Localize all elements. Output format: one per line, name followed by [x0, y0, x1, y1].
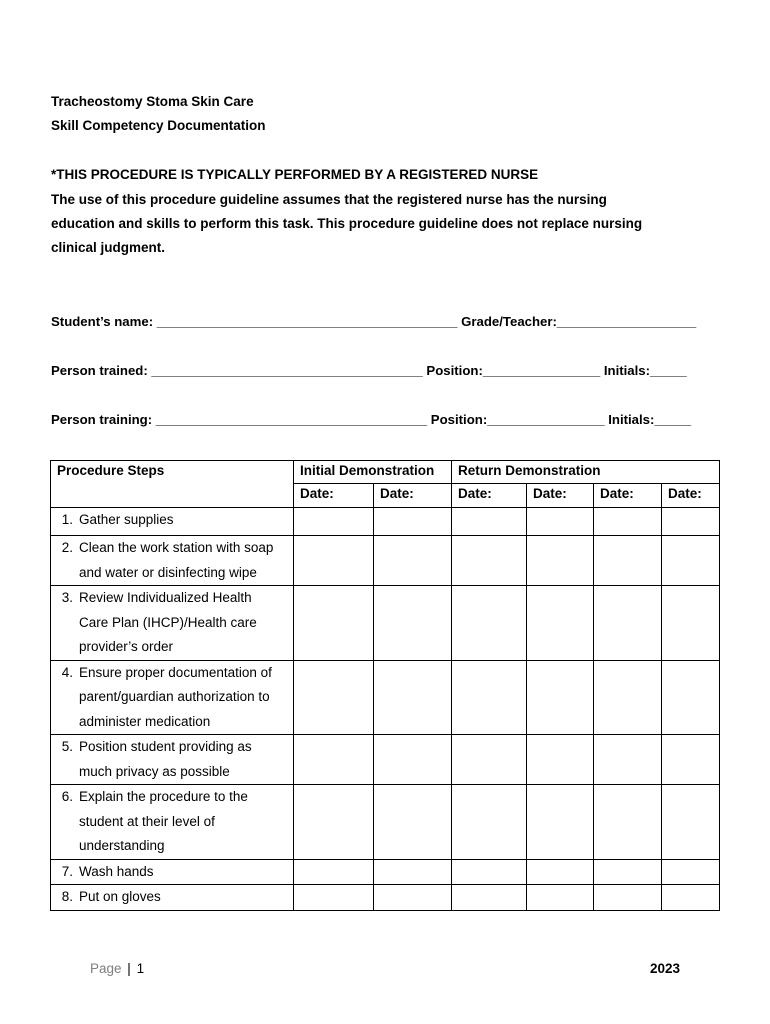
step-cell [51, 586, 294, 661]
step-text: much privacy as possible [79, 763, 230, 779]
notice-heading: *THIS PROCEDURE IS TYPICALLY PERFORMED BY A REGISTERED NURSE [51, 167, 539, 182]
step-text: Review Individualized Health [79, 590, 252, 605]
initial-date-header: Date: [294, 484, 374, 508]
date-cell[interactable] [662, 536, 720, 586]
date-cell[interactable] [662, 859, 720, 885]
date-cell[interactable] [662, 586, 720, 661]
step-text: understanding [79, 838, 165, 853]
date-cell[interactable] [374, 586, 452, 661]
date-cell[interactable] [594, 859, 662, 885]
date-cell[interactable] [527, 885, 594, 911]
date-cell[interactable] [452, 536, 527, 586]
document-subtitle: Skill Competency Documentation [51, 118, 266, 133]
step-cell [51, 859, 294, 885]
step-cell [51, 735, 294, 785]
date-cell[interactable] [662, 885, 720, 911]
step-text: parent/guardian authorization to [79, 689, 270, 704]
date-cell[interactable] [527, 536, 594, 586]
date-cell[interactable] [452, 508, 527, 536]
date-cell[interactable] [294, 785, 374, 860]
initial-date-header: Date: [374, 484, 452, 508]
notice-line: education and skills to perform this task. This procedure guideline does not replace nursing [51, 216, 643, 231]
step-text: Ensure proper documentation of [79, 664, 272, 680]
date-cell[interactable] [294, 885, 374, 911]
step-text: Position student providing as [79, 739, 252, 754]
step-cell [51, 536, 294, 586]
step-number: 5. [61, 739, 73, 754]
date-cell[interactable] [662, 508, 720, 536]
page-number: 1 [136, 961, 145, 976]
return-demonstration-header: Return Demonstration [452, 461, 720, 484]
date-cell[interactable] [294, 536, 374, 586]
date-cell[interactable] [374, 660, 452, 735]
step-cell [51, 885, 294, 911]
date-cell[interactable] [294, 660, 374, 735]
date-cell[interactable] [294, 735, 374, 785]
date-cell[interactable] [374, 885, 452, 911]
date-cell[interactable] [374, 735, 452, 785]
date-cell[interactable] [527, 586, 594, 661]
table-row [51, 735, 720, 785]
date-cell[interactable] [594, 735, 662, 785]
procedure-steps-header: Procedure Steps [51, 461, 294, 508]
step-text: Put on gloves [79, 889, 161, 904]
initial-demonstration-header: Initial Demonstration [294, 461, 452, 484]
step-text: student at their level of [79, 813, 215, 829]
table-row [51, 536, 720, 586]
date-cell[interactable] [594, 785, 662, 860]
date-cell[interactable] [527, 508, 594, 536]
date-cell[interactable] [374, 508, 452, 536]
step-text: Care Plan (IHCP)/Health care [79, 614, 257, 630]
notice-line: clinical judgment. [51, 240, 166, 255]
date-cell[interactable] [594, 885, 662, 911]
date-cell[interactable] [594, 586, 662, 661]
date-cell[interactable] [527, 660, 594, 735]
step-cell [51, 785, 294, 860]
table-row [51, 859, 720, 885]
step-cell [51, 508, 294, 536]
date-cell[interactable] [527, 735, 594, 785]
step-text: Explain the procedure to the [79, 789, 248, 804]
person-trained-line: Person trained: _____________________________________ Position:________________ Initials:_____ [51, 363, 687, 378]
step-number: 6. [61, 789, 73, 804]
step-number: 3. [61, 590, 73, 605]
procedure-steps-table [50, 460, 720, 911]
student-name-line: Student’s name: _________________________________________ Grade/Teacher:___________________ [51, 314, 697, 329]
date-cell[interactable] [452, 586, 527, 661]
date-cell[interactable] [594, 508, 662, 536]
date-cell[interactable] [294, 586, 374, 661]
table-row [51, 508, 720, 536]
footer-year: 2023 [650, 961, 681, 976]
return-date-header: Date: [662, 484, 720, 508]
page-footer [90, 961, 144, 976]
date-cell[interactable] [452, 885, 527, 911]
document-title: Tracheostomy Stoma Skin Care [51, 94, 254, 109]
date-cell[interactable] [594, 660, 662, 735]
date-cell[interactable] [452, 785, 527, 860]
table-row [51, 660, 720, 735]
step-text: Gather supplies [79, 512, 174, 527]
date-cell[interactable] [527, 859, 594, 885]
date-cell[interactable] [662, 735, 720, 785]
step-number: 4. [61, 664, 73, 680]
step-number: 1. [61, 512, 73, 527]
step-text: and water or disinfecting wipe [79, 564, 257, 580]
date-cell[interactable] [374, 785, 452, 860]
step-number: 2. [61, 540, 73, 555]
date-cell[interactable] [527, 785, 594, 860]
date-cell[interactable] [374, 536, 452, 586]
step-number: 7. [61, 863, 73, 879]
date-cell[interactable] [294, 508, 374, 536]
date-cell[interactable] [452, 735, 527, 785]
table-row [51, 586, 720, 661]
step-text: Wash hands [79, 863, 154, 879]
date-cell[interactable] [594, 536, 662, 586]
step-cell [51, 660, 294, 735]
return-date-header: Date: [594, 484, 662, 508]
date-cell[interactable] [374, 859, 452, 885]
date-cell[interactable] [662, 660, 720, 735]
table-row [51, 885, 720, 911]
date-cell[interactable] [662, 785, 720, 860]
return-date-header: Date: [452, 484, 527, 508]
person-training-line: Person training: _____________________________________ Position:________________ Initials:_____ [51, 412, 692, 427]
return-date-header: Date: [527, 484, 594, 508]
step-text: provider’s order [79, 639, 174, 654]
page-separator: | [127, 961, 131, 976]
page-label: Page [90, 961, 122, 976]
step-number: 8. [61, 889, 73, 904]
step-text: Clean the work station with soap [79, 540, 274, 555]
date-cell[interactable] [452, 660, 527, 735]
date-cell[interactable] [294, 859, 374, 885]
table-row [51, 785, 720, 860]
date-cell[interactable] [452, 859, 527, 885]
step-text: administer medication [79, 713, 211, 729]
notice-line: The use of this procedure guideline assumes that the registered nurse has the nursing [51, 192, 607, 207]
